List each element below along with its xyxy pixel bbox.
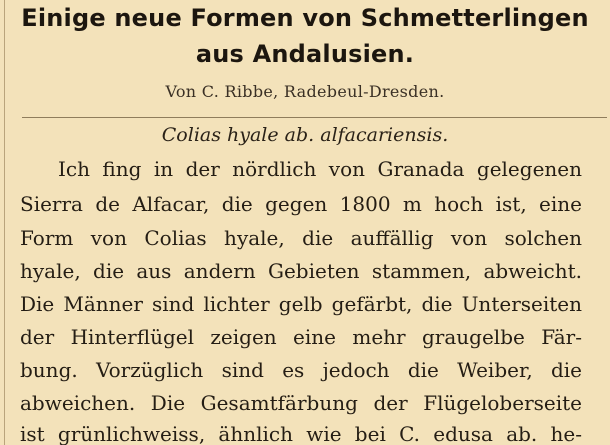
body-line-3: Form von Colias hyale, die auffällig von solchen xyxy=(20,226,582,250)
body-line-4: hyale, die aus andern Gebieten stammen, abweicht. xyxy=(20,259,582,283)
body-line-7: bung. Vorzüglich sind es jedoch die Weiber, die xyxy=(20,358,582,382)
body-line-9: ist grünlichweiss, ähnlich wie bei C. edusa ab. he- xyxy=(20,422,582,445)
body-line-1: Ich fing in der nördlich von Granada gelegenen xyxy=(58,157,582,181)
body-line-8: abweichen. Die Gesamtfärbung der Flügeloberseite xyxy=(20,391,582,415)
body-line-2: Sierra de Alfacar, die gegen 1800 m hoch ist, eine xyxy=(20,192,582,216)
body-line-5: Die Männer sind lichter gelb gefärbt, die Unterseiten xyxy=(20,292,582,316)
article-title-line-1: Einige neue Formen von Schmetterlingen xyxy=(21,4,589,32)
article-title-line-2: aus Andalusien. xyxy=(195,40,415,68)
body-line-6: der Hinterflügel zeigen eine mehr graugelbe Fär- xyxy=(20,325,582,349)
section-divider xyxy=(22,117,607,118)
section-heading: Colias hyale ab. alfacariensis. xyxy=(161,124,449,146)
author-line: Von C. Ribbe, Radebeul-Dresden. xyxy=(165,82,445,101)
